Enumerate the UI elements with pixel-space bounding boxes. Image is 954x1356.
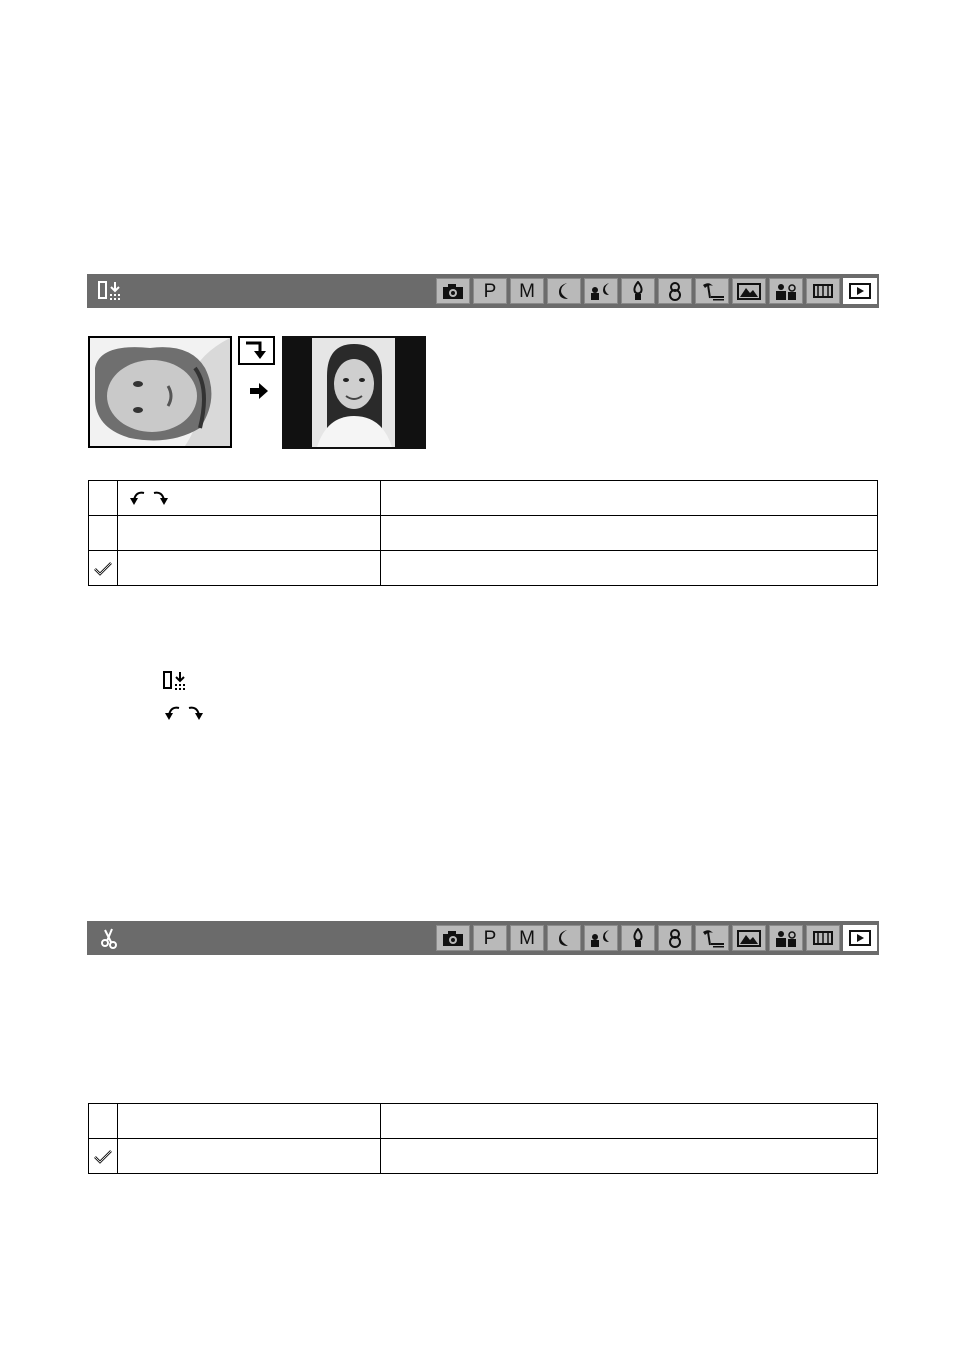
soft-snap-icon (773, 281, 799, 301)
snow-tab[interactable] (658, 278, 692, 304)
beach-tab[interactable] (695, 278, 729, 304)
camera-tab[interactable] (436, 278, 470, 304)
soft-snap-icon (773, 928, 799, 948)
option-description (381, 1139, 878, 1174)
landscape-icon (736, 928, 762, 948)
snow-icon (662, 928, 688, 948)
twilight-portrait-icon (588, 281, 614, 301)
row-marker (89, 1139, 118, 1174)
option-description (381, 551, 878, 586)
option-description (381, 481, 878, 516)
movie-tab[interactable] (806, 925, 840, 951)
playback-icon (847, 281, 873, 301)
soft-snap-tab[interactable] (769, 278, 803, 304)
option-name (118, 481, 381, 516)
scissors-icon (97, 927, 125, 949)
rotate-menu-icon (162, 670, 190, 692)
candle-tab[interactable] (621, 278, 655, 304)
option-description (381, 516, 878, 551)
snow-tab[interactable] (658, 925, 692, 951)
snow-icon (662, 281, 688, 301)
rotated-photo-after (282, 336, 426, 449)
table-row[interactable] (89, 551, 878, 586)
playback-tab[interactable] (843, 925, 877, 951)
camera-tab[interactable] (436, 925, 470, 951)
row-marker (89, 551, 118, 586)
rotate-options-table (88, 480, 878, 586)
program-mode-tab[interactable] (473, 278, 507, 304)
beach-tab[interactable] (695, 925, 729, 951)
soft-snap-tab[interactable] (769, 925, 803, 951)
table-row[interactable] (89, 516, 878, 551)
mode-tabs (433, 276, 877, 306)
option-name (118, 516, 381, 551)
landscape-tab[interactable] (732, 278, 766, 304)
twilight-portrait-tab[interactable] (584, 278, 618, 304)
candle-icon (625, 281, 651, 301)
option-description (381, 1104, 878, 1139)
playback-icon (847, 928, 873, 948)
trimming-options-table (88, 1103, 878, 1174)
manual-mode-tab[interactable] (510, 278, 544, 304)
movie-icon (810, 928, 836, 948)
rotated-photo-before (88, 336, 232, 448)
trimming-menu-bar (87, 921, 879, 955)
twilight-portrait-icon (588, 928, 614, 948)
beach-icon (699, 281, 725, 301)
row-marker (89, 516, 118, 551)
twilight-portrait-tab[interactable] (584, 925, 618, 951)
program-mode-label: P (483, 927, 497, 949)
camera-icon (440, 281, 466, 301)
candle-icon (625, 928, 651, 948)
beach-icon (699, 928, 725, 948)
twilight-icon (551, 928, 577, 948)
program-mode-tab[interactable] (473, 925, 507, 951)
table-row[interactable] (89, 481, 878, 516)
rotate-menu-icon (97, 280, 125, 302)
check-icon (93, 561, 113, 577)
rotate-arrows-icon (162, 703, 206, 723)
landscape-tab[interactable] (732, 925, 766, 951)
rotate-clockwise-icon (238, 336, 275, 365)
row-marker (89, 481, 118, 516)
manual-mode-tab[interactable] (510, 925, 544, 951)
check-icon (93, 1149, 113, 1165)
mode-tabs (433, 923, 877, 953)
rotate-menu-bar (87, 274, 879, 308)
candle-tab[interactable] (621, 925, 655, 951)
twilight-icon (551, 281, 577, 301)
table-row[interactable] (89, 1104, 878, 1139)
movie-tab[interactable] (806, 278, 840, 304)
movie-icon (810, 281, 836, 301)
twilight-tab[interactable] (547, 278, 581, 304)
option-name (118, 1104, 381, 1139)
camera-icon (440, 928, 466, 948)
table-row[interactable] (89, 1139, 878, 1174)
option-name (118, 1139, 381, 1174)
rotate-arrows-icon (128, 488, 170, 508)
manual-mode-label: M (519, 927, 535, 949)
row-marker (89, 1104, 118, 1139)
landscape-icon (736, 281, 762, 301)
program-mode-label: P (483, 280, 497, 302)
playback-tab[interactable] (843, 278, 877, 304)
arrow-right-icon (248, 382, 270, 400)
option-name (118, 551, 381, 586)
manual-mode-label: M (519, 280, 535, 302)
twilight-tab[interactable] (547, 925, 581, 951)
